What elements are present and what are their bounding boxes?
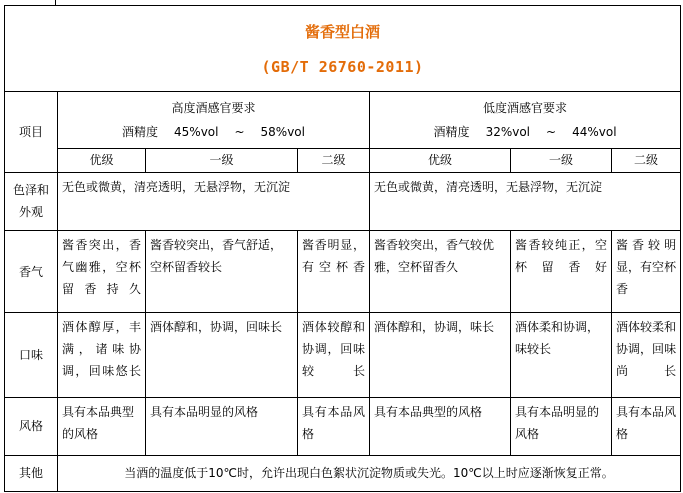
taste-high-premium: 酒体醇厚，丰满，诸味协调，回味悠长: [58, 313, 146, 397]
grade-row: [5, 148, 681, 172]
low-header: 低度酒感官要求: [483, 100, 568, 115]
standard-code: (GB/T 26760-2011): [261, 57, 424, 76]
style-low-premium: 具有本品典型的风格: [370, 397, 511, 455]
spec-table: [4, 5, 681, 492]
page-title: 酱香型白酒: [305, 22, 381, 41]
taste-low-first: 酒体柔和协调，味较长: [511, 313, 612, 397]
taste-label: 口味: [5, 313, 58, 397]
color-label-line1: 色泽和: [12, 183, 49, 198]
taste-high-first: 酒体醇和，协调，回味长: [146, 313, 298, 397]
style-label: 风格: [5, 397, 58, 455]
high-abv-max: 58%vol: [260, 124, 305, 139]
high-abv: [62, 120, 365, 144]
title-cell: [5, 6, 681, 92]
style-low-second: 具有本品风格: [612, 397, 681, 455]
taste-row: [5, 313, 681, 397]
other-label: 其他: [5, 455, 58, 491]
low-abv-max: 44%vol: [572, 124, 617, 139]
low-abv-sep: ~: [546, 124, 557, 139]
high-abv-min: 45%vol: [174, 124, 219, 139]
style-row: [5, 397, 681, 455]
header-row: [5, 92, 681, 148]
other-note: 当酒的温度低于10℃时，允许出现白色絮状沉淀物质或失光。10℃以上时应逐渐恢复正常。: [58, 455, 681, 491]
color-label: [5, 172, 58, 230]
taste-low-second: 酒体较柔和协调，回味尚长: [612, 313, 681, 397]
other-row: [5, 455, 681, 491]
title-row: [5, 6, 681, 92]
aroma-high-premium: 酱香突出，香气幽雅，空杯留香持久: [58, 230, 146, 312]
high-abv-sep: ~: [234, 124, 245, 139]
aroma-low-second: 酱香较明显，有空杯香: [612, 230, 681, 312]
high-grade-premium: 优级: [58, 148, 146, 172]
taste-low-premium: 酒体醇和，协调，味长: [370, 313, 511, 397]
style-high-first: 具有本品明显的风格: [146, 397, 298, 455]
aroma-high-first: 酱香较突出，香气舒适，空杯留香较长: [146, 230, 298, 312]
low-abv-label: 酒精度: [433, 124, 470, 139]
style-high-premium: 具有本品典型的风格: [58, 397, 146, 455]
low-grade-second: 二级: [612, 148, 681, 172]
style-high-second: 具有本品风格: [298, 397, 370, 455]
style-low-first: 具有本品明显的风格: [511, 397, 612, 455]
low-header-cell: [370, 92, 681, 148]
color-label-line2: 外观: [18, 205, 43, 220]
low-grade-premium: 优级: [370, 148, 511, 172]
color-low: 无色或微黄，清亮透明，无悬浮物，无沉淀: [370, 172, 681, 230]
aroma-low-premium: 酱香较突出，香气较优雅，空杯留香久: [370, 230, 511, 312]
high-abv-label: 酒精度: [122, 124, 159, 139]
aroma-label: 香气: [5, 230, 58, 312]
high-header-cell: [58, 92, 370, 148]
aroma-row: [5, 230, 681, 312]
color-high: 无色或微黄，清亮透明，无悬浮物，无沉淀: [58, 172, 370, 230]
high-grade-first: 一级: [146, 148, 298, 172]
taste-high-second: 酒体较醇和协调，回味较长: [298, 313, 370, 397]
low-grade-first: 一级: [511, 148, 612, 172]
high-header: 高度酒感官要求: [171, 100, 256, 115]
item-header: 项目: [5, 92, 58, 172]
aroma-high-second: 酱香明显，有空杯香: [298, 230, 370, 312]
low-abv-min: 32%vol: [485, 124, 531, 139]
high-grade-second: 二级: [298, 148, 370, 172]
low-abv: [374, 120, 676, 144]
aroma-low-first: 酱香较纯正，空杯留香好: [511, 230, 612, 312]
color-row: [5, 172, 681, 230]
